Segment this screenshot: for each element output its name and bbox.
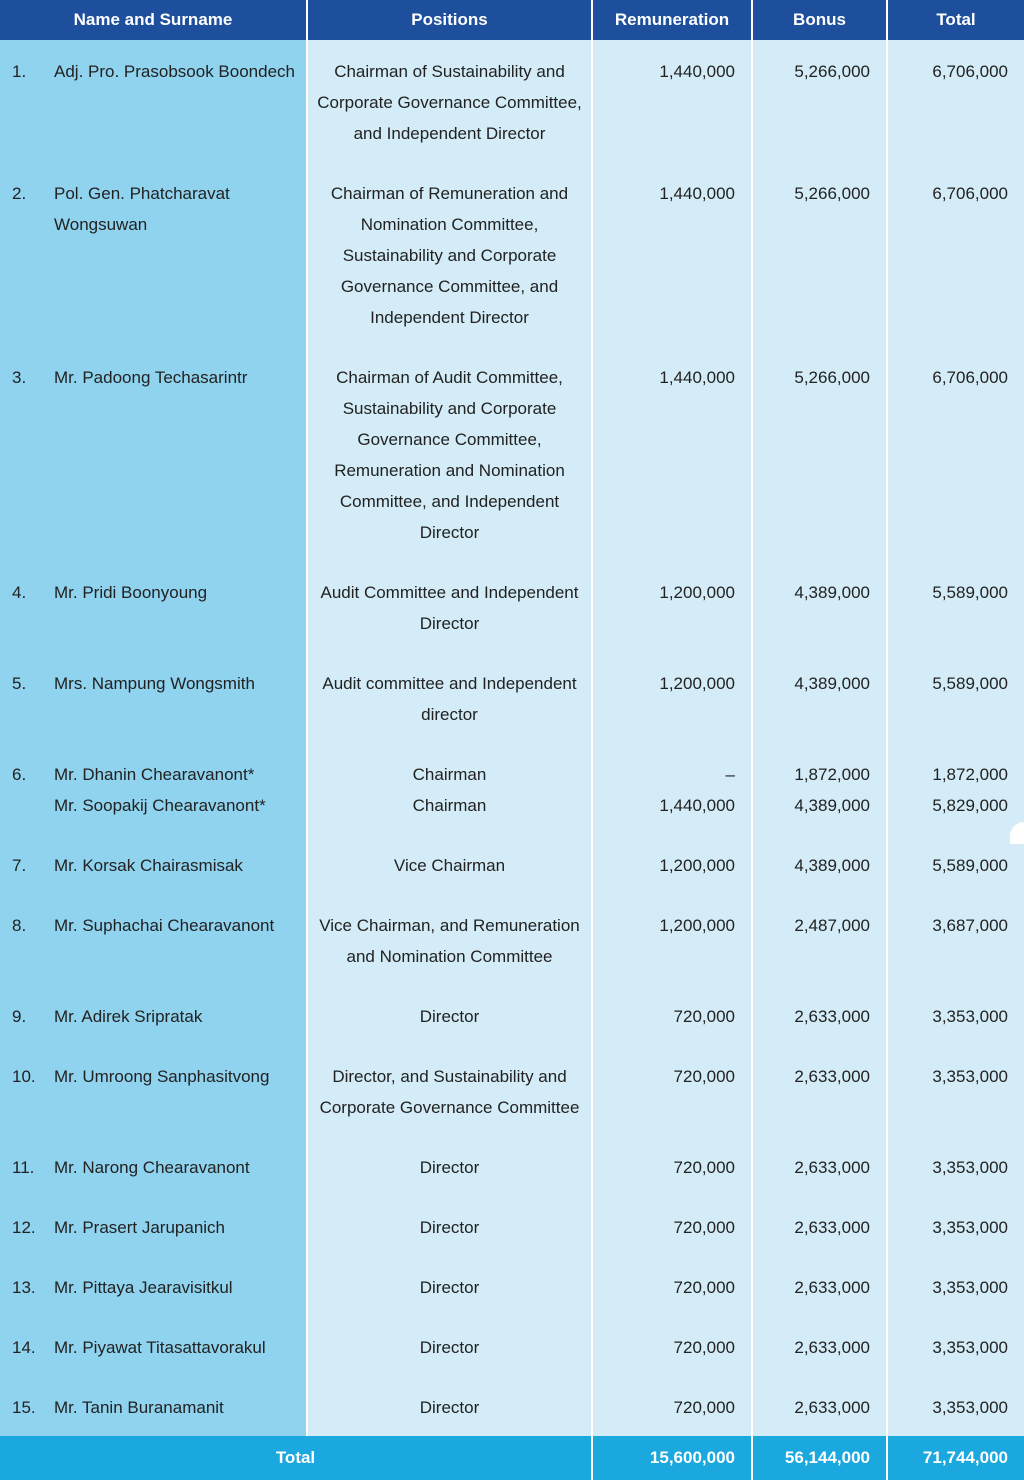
row-number-cell	[0, 577, 54, 608]
bonus-value: 2,487,000	[794, 916, 870, 935]
remuneration-cell	[592, 1136, 752, 1196]
name-list	[54, 362, 306, 393]
total-cell	[887, 346, 1024, 561]
total-value: 3,353,000	[932, 1398, 1008, 1417]
remuneration-cell	[592, 1256, 752, 1316]
total-cell	[887, 561, 1024, 652]
name-line	[0, 1392, 306, 1423]
name-list	[54, 1061, 306, 1092]
row-number-cell	[0, 1001, 54, 1032]
total-value: 3,353,000	[932, 1067, 1008, 1086]
name-line	[0, 178, 306, 240]
total-value: 3,353,000	[932, 1338, 1008, 1357]
total-cell	[887, 1045, 1024, 1136]
remuneration-value: 720,000	[673, 1338, 735, 1357]
remuneration-value: 720,000	[673, 1158, 735, 1177]
row-number: 2.	[12, 184, 27, 203]
remuneration-cell	[592, 1316, 752, 1376]
total-cell	[887, 985, 1024, 1045]
person-name: Mr. Piyawat Titasattavorakul	[54, 1338, 266, 1357]
position-text: Chairman of Remuneration and Nomination Committee, Sustainability and Corporate Governance Committee, and Independent Director	[330, 184, 569, 327]
position-text: Audit Committee and Independent Director	[320, 583, 579, 633]
name-cell	[0, 1256, 307, 1316]
remuneration-cell	[592, 985, 752, 1045]
bonus-cell	[752, 1196, 887, 1256]
name-list	[54, 1392, 306, 1423]
person-name: Mr. Pridi Boonyoung	[54, 583, 208, 602]
name-cell	[0, 1196, 307, 1256]
table-row	[0, 834, 1024, 894]
header-bonus: Bonus	[752, 0, 887, 40]
position-text: Chairman of Sustainability and Corporate Governance Committee, and Independent Director	[317, 62, 582, 143]
person-name: Mr. Suphachai Chearavanont	[54, 916, 275, 935]
total-cell	[887, 1256, 1024, 1316]
row-number-cell	[0, 1152, 54, 1183]
person-name: Mr. Adirek Sripratak	[54, 1007, 203, 1026]
positions-cell	[307, 834, 592, 894]
positions-cell	[307, 40, 592, 162]
name-list	[54, 759, 306, 821]
person-name: Mr. Soopakij Chearavanont*	[54, 796, 266, 815]
name-line	[0, 850, 306, 881]
bonus-cell	[752, 1376, 887, 1436]
bonus-cell	[752, 1045, 887, 1136]
total-value: 3,353,000	[932, 1158, 1008, 1177]
remuneration-value: 1,440,000	[659, 184, 735, 203]
total-value: 3,353,000	[932, 1218, 1008, 1237]
remuneration-cell	[592, 743, 752, 834]
row-number-cell	[0, 1392, 54, 1423]
row-number-cell	[0, 56, 54, 87]
positions-cell	[307, 652, 592, 743]
table-row	[0, 1045, 1024, 1136]
person-name: Mr. Pittaya Jearavisitkul	[54, 1278, 233, 1297]
position-text: Director	[419, 1278, 480, 1297]
header-name: Name and Surname	[0, 0, 307, 40]
total-remuneration: 15,600,000	[592, 1436, 752, 1480]
table-row	[0, 561, 1024, 652]
row-number-cell	[0, 1212, 54, 1243]
remuneration-value: 1,440,000	[659, 368, 735, 387]
name-cell	[0, 1045, 307, 1136]
name-cell	[0, 985, 307, 1045]
positions-cell	[307, 162, 592, 346]
name-cell	[0, 834, 307, 894]
remuneration-cell	[592, 162, 752, 346]
bonus-cell	[752, 1136, 887, 1196]
row-number: 4.	[12, 583, 27, 602]
name-list	[54, 1212, 306, 1243]
row-number: 13.	[12, 1278, 36, 1297]
total-cell	[887, 1376, 1024, 1436]
row-number-cell	[0, 850, 54, 881]
remuneration-cell	[592, 40, 752, 162]
position-text: Chairman	[412, 765, 487, 784]
bonus-value: 2,633,000	[794, 1007, 870, 1026]
name-line	[0, 56, 306, 87]
remuneration-cell	[592, 652, 752, 743]
header-remuneration: Remuneration	[592, 0, 752, 40]
name-line	[0, 1061, 306, 1092]
bonus-value: 4,389,000	[794, 796, 870, 815]
row-number-cell	[0, 178, 54, 240]
row-number: 9.	[12, 1007, 27, 1026]
remuneration-cell	[592, 894, 752, 985]
total-bonus: 56,144,000	[752, 1436, 887, 1480]
bonus-cell	[752, 1316, 887, 1376]
person-name: Mr. Dhanin Chearavanont*	[54, 765, 255, 784]
total-value: 6,706,000	[932, 184, 1008, 203]
table-header	[0, 0, 1024, 40]
positions-cell	[307, 346, 592, 561]
remuneration-cell	[592, 1196, 752, 1256]
total-value: 5,829,000	[932, 796, 1008, 815]
row-number-cell	[0, 1332, 54, 1363]
table-row	[0, 985, 1024, 1045]
total-cell	[887, 743, 1024, 834]
name-line	[0, 668, 306, 699]
total-value: 5,589,000	[932, 856, 1008, 875]
table-row	[0, 162, 1024, 346]
person-name: Mr. Tanin Buranamanit	[54, 1398, 224, 1417]
position-text: Vice Chairman, and Remuneration and Nomination Committee	[319, 916, 580, 966]
bonus-value: 5,266,000	[794, 184, 870, 203]
total-cell	[887, 162, 1024, 346]
positions-cell	[307, 1376, 592, 1436]
name-cell	[0, 1316, 307, 1376]
total-cell	[887, 834, 1024, 894]
remuneration-value: –	[725, 765, 735, 784]
remuneration-cell	[592, 561, 752, 652]
person-name: Mr. Padoong Techasarintr	[54, 368, 248, 387]
position-text: Director	[419, 1218, 480, 1237]
bonus-value: 2,633,000	[794, 1338, 870, 1357]
total-cell	[887, 894, 1024, 985]
remuneration-cell	[592, 346, 752, 561]
bonus-cell	[752, 162, 887, 346]
total-value: 3,687,000	[932, 916, 1008, 935]
position-text: Chairman	[412, 796, 487, 815]
positions-cell	[307, 743, 592, 834]
name-list	[54, 1272, 306, 1303]
table-row	[0, 1136, 1024, 1196]
person-name: Mr. Korsak Chairasmisak	[54, 856, 243, 875]
remuneration-value: 1,200,000	[659, 583, 735, 602]
row-number: 12.	[12, 1218, 36, 1237]
name-cell	[0, 894, 307, 985]
header-total: Total	[887, 0, 1024, 40]
bonus-cell	[752, 1256, 887, 1316]
remuneration-cell	[592, 1376, 752, 1436]
name-list	[54, 178, 306, 240]
positions-cell	[307, 561, 592, 652]
row-number-cell	[0, 668, 54, 699]
bonus-cell	[752, 743, 887, 834]
bonus-cell	[752, 894, 887, 985]
table-body	[0, 40, 1024, 1436]
remuneration-value: 1,440,000	[659, 62, 735, 81]
remuneration-value: 1,200,000	[659, 916, 735, 935]
name-line	[0, 362, 306, 393]
name-cell	[0, 162, 307, 346]
name-line	[0, 1152, 306, 1183]
name-cell	[0, 1136, 307, 1196]
total-cell	[887, 1136, 1024, 1196]
position-text: Director	[419, 1398, 480, 1417]
name-cell	[0, 40, 307, 162]
table-row	[0, 652, 1024, 743]
remuneration-value: 1,200,000	[659, 856, 735, 875]
table-row	[0, 894, 1024, 985]
bonus-cell	[752, 346, 887, 561]
row-number: 3.	[12, 368, 27, 387]
table-footer	[0, 1436, 1024, 1480]
row-number-cell	[0, 910, 54, 941]
person-name: Mr. Prasert Jarupanich	[54, 1218, 226, 1237]
row-number-cell	[0, 759, 54, 821]
position-text: Chairman of Audit Committee, Sustainability and Corporate Governance Committee, Remuneration and Nomination Committee, and Independent Director	[334, 368, 565, 542]
row-number: 6.	[12, 765, 27, 784]
row-number-cell	[0, 362, 54, 393]
remuneration-value: 720,000	[673, 1067, 735, 1086]
name-list	[54, 668, 306, 699]
name-cell	[0, 652, 307, 743]
name-line	[0, 1332, 306, 1363]
positions-cell	[307, 894, 592, 985]
positions-cell	[307, 1136, 592, 1196]
remuneration-value: 1,440,000	[659, 796, 735, 815]
remuneration-cell	[592, 834, 752, 894]
row-number: 15.	[12, 1398, 36, 1417]
remuneration-value: 1,200,000	[659, 674, 735, 693]
remuneration-cell	[592, 1045, 752, 1136]
row-number-cell	[0, 1272, 54, 1303]
remuneration-value: 720,000	[673, 1218, 735, 1237]
name-line	[0, 1272, 306, 1303]
total-total: 71,744,000	[887, 1436, 1024, 1480]
position-text: Vice Chairman	[393, 856, 506, 875]
name-line	[0, 1212, 306, 1243]
table-row	[0, 1196, 1024, 1256]
positions-cell	[307, 1045, 592, 1136]
name-list	[54, 1001, 306, 1032]
header-positions: Positions	[307, 0, 592, 40]
total-cell	[887, 40, 1024, 162]
person-name: Mr. Umroong Sanphasitvong	[54, 1067, 270, 1086]
name-line	[0, 577, 306, 608]
position-text: Director	[419, 1158, 480, 1177]
person-name: Mrs. Nampung Wongsmith	[54, 674, 255, 693]
name-cell	[0, 743, 307, 834]
total-cell	[887, 1196, 1024, 1256]
table-row	[0, 346, 1024, 561]
bonus-value: 4,389,000	[794, 583, 870, 602]
total-value: 3,353,000	[932, 1007, 1008, 1026]
position-text: Audit committee and Independent director	[322, 674, 577, 724]
table-row	[0, 1376, 1024, 1436]
positions-cell	[307, 985, 592, 1045]
bonus-value: 5,266,000	[794, 62, 870, 81]
row-number: 5.	[12, 674, 27, 693]
bonus-cell	[752, 40, 887, 162]
table-row	[0, 743, 1024, 834]
position-text: Director, and Sustainability and Corporate Governance Committee	[319, 1067, 580, 1117]
table-row	[0, 40, 1024, 162]
table-row	[0, 1316, 1024, 1376]
bonus-cell	[752, 561, 887, 652]
person-name: Pol. Gen. Phatcharavat Wongsuwan	[54, 184, 230, 234]
name-cell	[0, 346, 307, 561]
name-line	[0, 910, 306, 941]
bonus-value: 1,872,000	[794, 765, 870, 784]
total-value: 5,589,000	[932, 583, 1008, 602]
total-value: 5,589,000	[932, 674, 1008, 693]
table-row	[0, 1256, 1024, 1316]
name-list	[54, 577, 306, 608]
name-list	[54, 910, 306, 941]
name-list	[54, 1332, 306, 1363]
row-number: 14.	[12, 1338, 36, 1357]
name-list	[54, 1152, 306, 1183]
total-label: Total	[0, 1436, 592, 1480]
bonus-value: 2,633,000	[794, 1218, 870, 1237]
row-number: 10.	[12, 1067, 36, 1086]
bonus-value: 2,633,000	[794, 1158, 870, 1177]
total-value: 6,706,000	[932, 368, 1008, 387]
total-cell	[887, 1316, 1024, 1376]
name-line	[0, 759, 306, 821]
positions-cell	[307, 1256, 592, 1316]
row-number: 8.	[12, 916, 27, 935]
person-name: Adj. Pro. Prasobsook Boondech	[54, 62, 295, 81]
bonus-cell	[752, 834, 887, 894]
bonus-value: 2,633,000	[794, 1398, 870, 1417]
remuneration-value: 720,000	[673, 1007, 735, 1026]
bonus-cell	[752, 985, 887, 1045]
remuneration-value: 720,000	[673, 1398, 735, 1417]
row-number: 11.	[12, 1158, 35, 1177]
position-text: Director	[419, 1007, 480, 1026]
bonus-cell	[752, 652, 887, 743]
positions-cell	[307, 1196, 592, 1256]
total-cell	[887, 652, 1024, 743]
total-value: 6,706,000	[932, 62, 1008, 81]
bonus-value: 4,389,000	[794, 856, 870, 875]
bonus-value: 2,633,000	[794, 1067, 870, 1086]
name-cell	[0, 1376, 307, 1436]
row-number: 1.	[12, 62, 27, 81]
name-line	[0, 1001, 306, 1032]
position-text: Director	[419, 1338, 480, 1357]
total-value: 1,872,000	[932, 765, 1008, 784]
bonus-value: 4,389,000	[794, 674, 870, 693]
name-list	[54, 850, 306, 881]
positions-cell	[307, 1316, 592, 1376]
person-name: Mr. Narong Chearavanont	[54, 1158, 250, 1177]
row-number: 7.	[12, 856, 27, 875]
name-cell	[0, 561, 307, 652]
remuneration-value: 720,000	[673, 1278, 735, 1297]
row-number-cell	[0, 1061, 54, 1092]
bonus-value: 2,633,000	[794, 1278, 870, 1297]
total-value: 3,353,000	[932, 1278, 1008, 1297]
name-list	[54, 56, 306, 87]
bonus-value: 5,266,000	[794, 368, 870, 387]
